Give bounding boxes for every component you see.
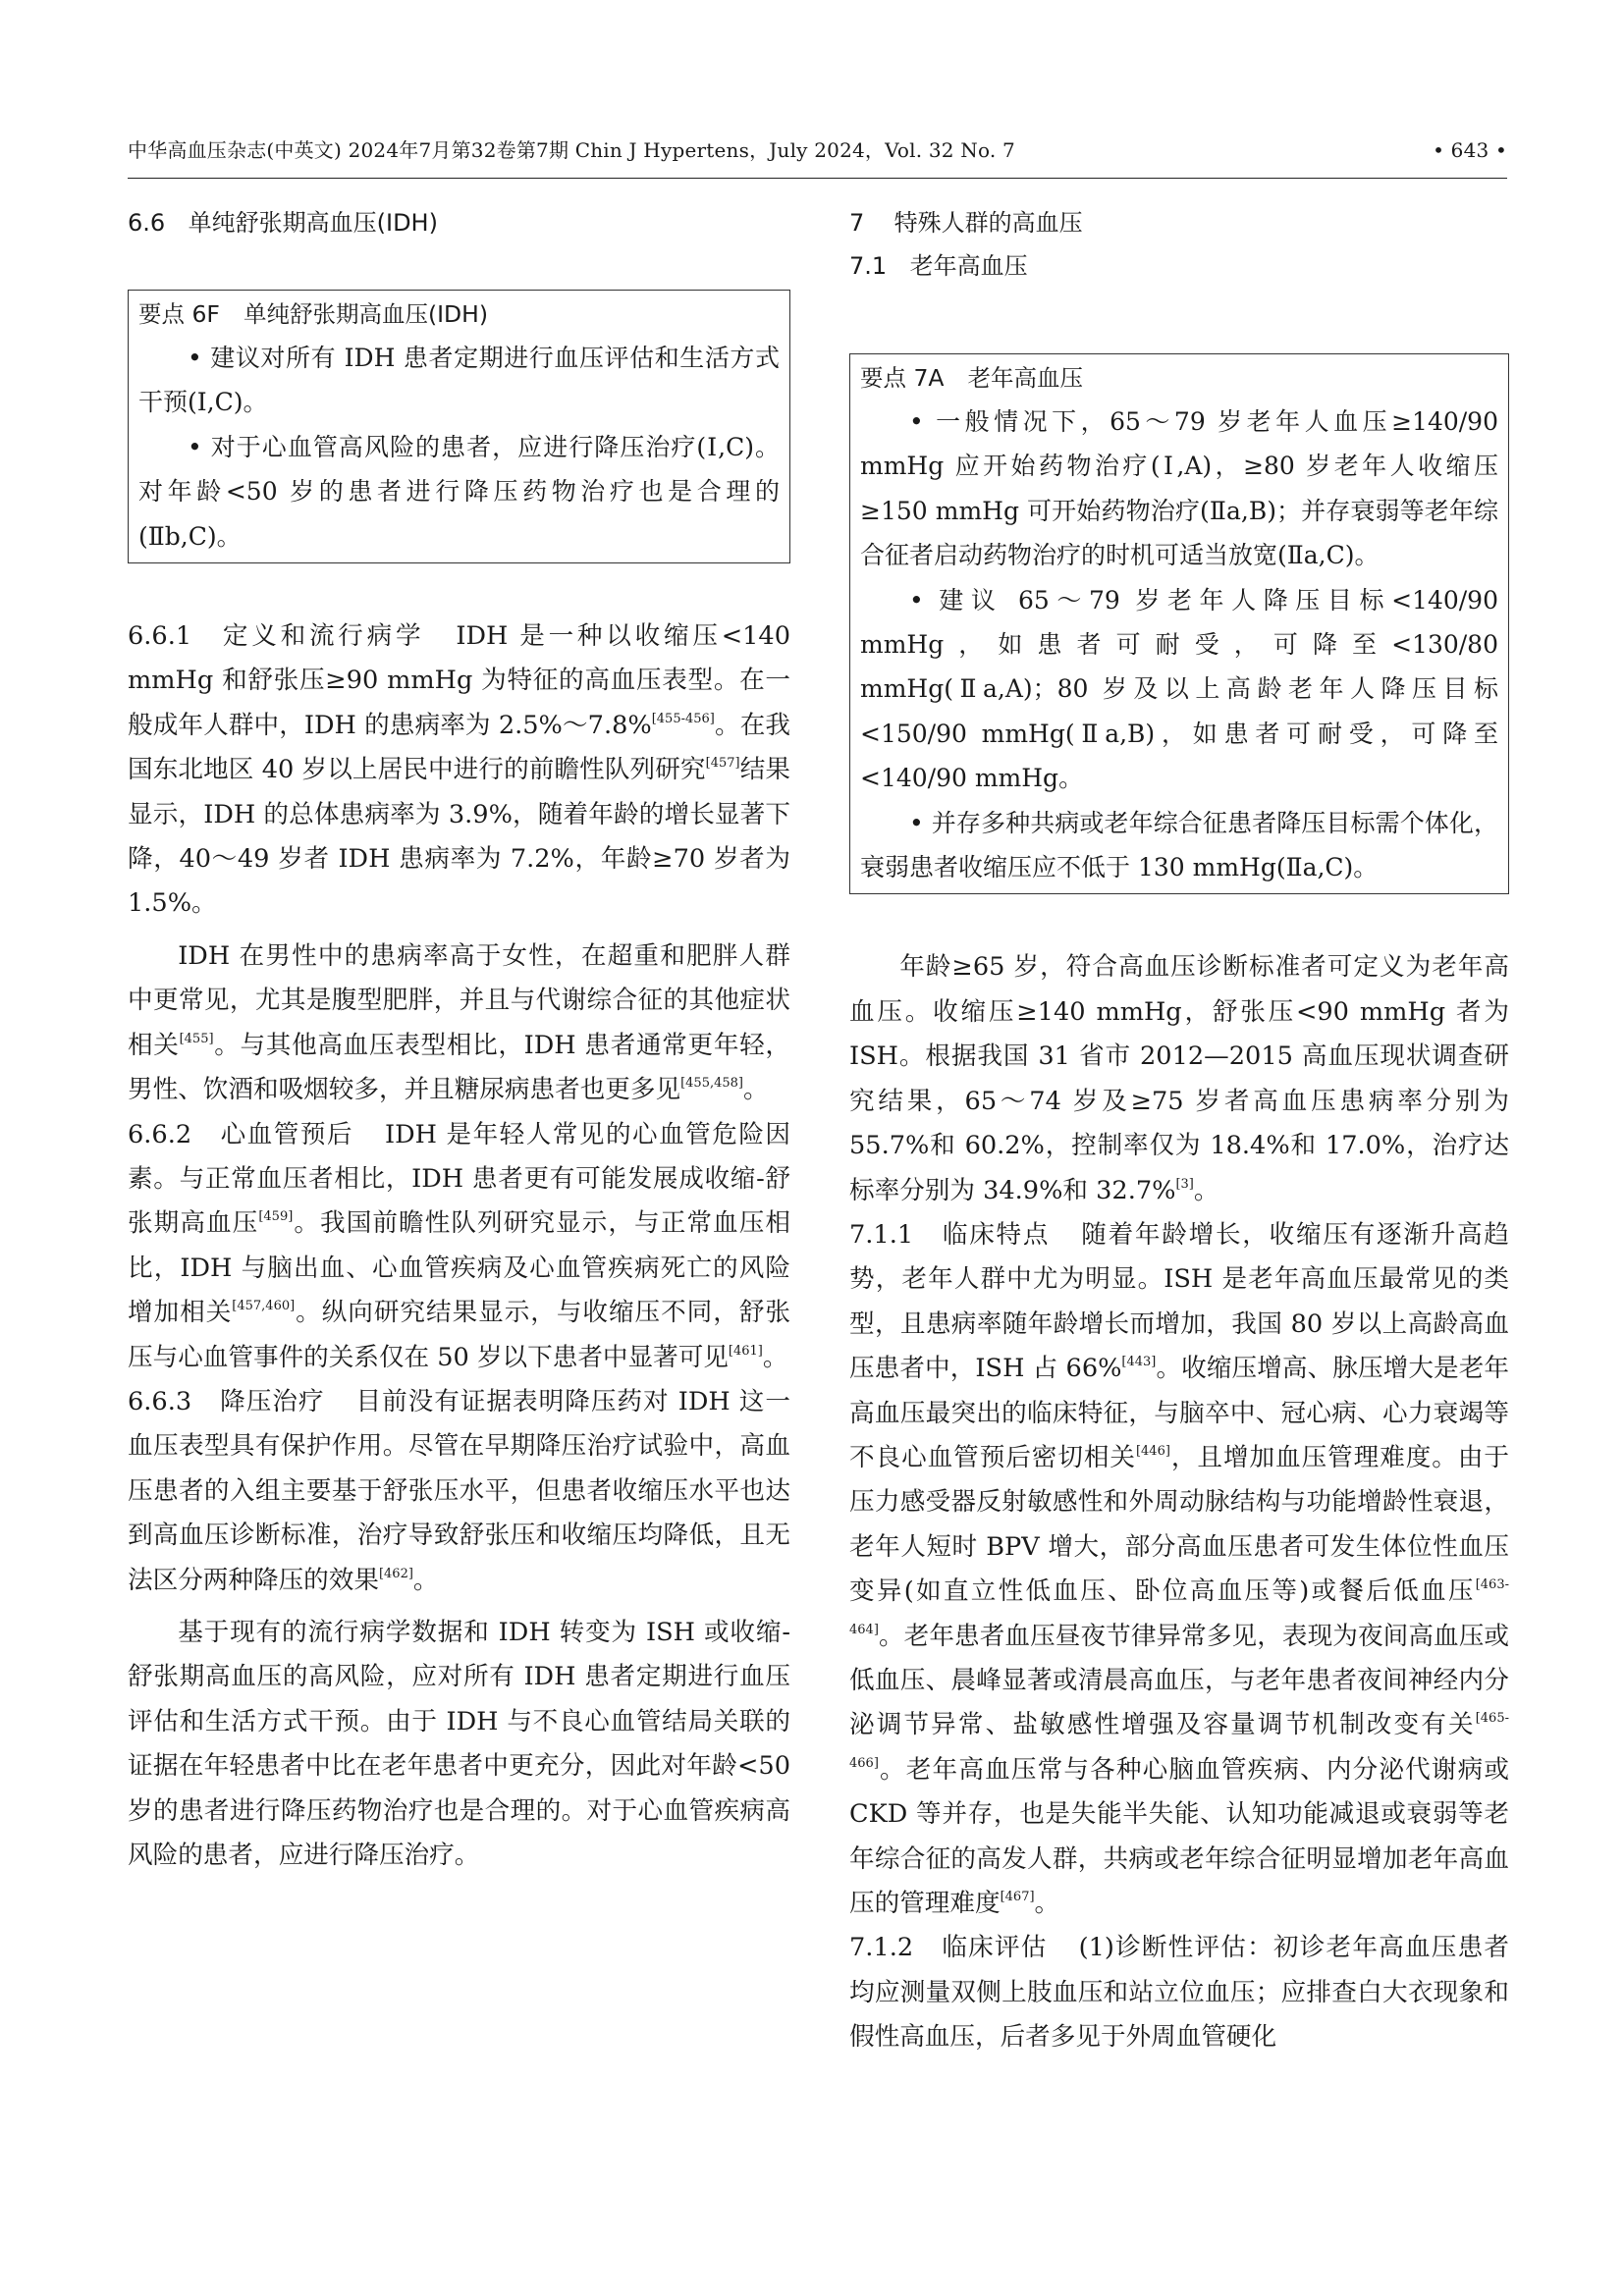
running-header [128,131,1507,170]
subsection-number: 6.6.2 [128,1119,192,1149]
text-run: 。 [762,1342,788,1372]
paragraph [849,945,1509,1212]
key-point-item: • 对于心血管高风险的患者，应进行降压治疗(Ⅰ,C)。对年龄<50 岁的患者进行降压药物治疗也是合理的(Ⅱb,C)。 [138,432,780,551]
text-run: 。 [1034,1889,1060,1918]
citation: [457,460] [232,1299,296,1314]
paragraph-6-6-1 [128,614,790,927]
key-point-box-7a [849,353,1509,894]
section-title: 单纯舒张期高血压(IDH) [188,209,438,237]
key-point-item: • 建议对所有 IDH 患者定期进行血压评估和生活方式干预(Ⅰ,C)。 [138,344,780,417]
text-run: 结果显示，IDH 的总体患病率为 3.9%，随着年龄的增长显著下降，40～49 岁者 IDH 患病率为 7.2%，年龄≥70 岁者为 1.5%。 [128,755,790,919]
citation: [462] [378,1566,413,1581]
text-run: 年龄≥65 岁，符合高血压诊断标准者可定义为老年高血压。收缩压≥140 mmHg，舒张压<90 mmHg 者为 ISH。根据我国 31 省市 2012—2015 高血压现状调查研究结果，65～74 岁及≥75 岁者高血压患病率分别为 55.7%和 60.2%，控制率仅为 18.4%和 17.0%，治疗达标率分别为 34.9%和 32.7% [849,952,1509,1205]
key-point-label: 要点 7A [860,364,945,392]
subsection-title: 降压治疗 [219,1386,325,1416]
citation: [467] [1000,1890,1035,1904]
key-point-title [860,356,1498,400]
citation: [455] [179,1031,214,1046]
citation: [455-456] [651,711,715,726]
key-point-item: • 并存多种共病或老年综合征患者降压目标需个体化，衰弱患者收缩压应不低于 130 mmHg(Ⅱa,C)。 [860,808,1498,882]
section-number: 7 [849,209,865,237]
subsection-title: 临床特点 [941,1219,1051,1250]
subsection-title: 定义和流行病学 [219,621,425,652]
right-column [849,201,1509,2060]
text-run: 。在我国东北地区 40 岁以上居民中进行的前瞻性队列研究 [128,710,790,785]
text-run: 随着年龄增长，收缩压有逐渐升高趋势，老年人群中尤为明显。ISH 是老年高血压最常见的类型，且患病率随年龄增长而增加，我国 80 岁以上高龄高血压患者中，ISH 占 66% [849,1219,1509,1384]
journal-citation: 中华高血压杂志(中英文) 2024年7月第32卷第7期 Chin J Hypertens，July 2024，Vol. 32 No. 7 [128,138,1015,162]
citation: [459] [258,1209,294,1225]
left-column [128,201,790,1878]
text-run: IDH 是年轻人常见的心血管危险因素。与正常血压者相比，IDH 患者更有可能发展成收缩-舒张期高血压 [128,1119,790,1239]
citation: [455,458] [680,1076,743,1092]
subsection-title: 临床评估 [941,1933,1048,1963]
text-run: 目前没有证据表明降压药对 IDH 这一血压表型具有保护作用。尽管在早期降压治疗试验中，高血压患者的入组主要基于舒张压水平，但患者收缩压水平也达到高血压诊断标准，治疗导致舒张压和收缩压均降低，且无法区分两种降压的效果 [128,1386,790,1595]
text-run: 。老年高血压常与各种心脑血管疾病、内分泌代谢病或 CKD 等并存，也是失能半失能、认知功能减退或衰弱等老年综合征的高发人群，共病或老年综合征明显增加老年高血压的管理难度 [849,1754,1509,1918]
text-run: ，且增加血压管理难度。由于压力感受器反射敏感性和外周动脉结构与功能增龄性衰退，老年人短时 BPV 增大，部分高血压患者可发生体位性血压变异(如直立性低血压、卧位高血压等)或餐后低血压 [849,1442,1509,1607]
subsection-number: 6.6.1 [128,621,192,652]
key-point-box-6f [128,290,790,563]
text-run: 。收缩压增高、脉压增大是老年高血压最突出的临床特征，与脑卒中、冠心病、心力衰竭等不良心血管预后密切相关 [849,1354,1509,1472]
subsection-number: 6.6.3 [128,1386,192,1416]
key-point-label: 要点 6F [138,300,220,328]
paragraph: 基于现有的流行病学数据和 IDH 转变为 ISH 或收缩-舒张期高血压的高风险，应对所有 IDH 患者定期进行血压评估和生活方式干预。由于 IDH 与不良心血管结局关联的证据在年轻患者中比在老年患者中更充分，因此对年龄<50 岁的患者进行降压药物治疗也是合理的。对于心血管疾病高风险的患者，应进行降压治疗。 [128,1617,790,1870]
citation: [465-466] [849,1711,1509,1771]
citation: [461] [728,1343,763,1359]
subsection-number: 7.1.2 [849,1933,914,1963]
paragraph-6-6-2 [128,1113,790,1380]
section-title: 特殊人群的高血压 [893,209,1083,237]
citation: [3] [1175,1176,1194,1192]
text-run: 。纵向研究结果显示，与收缩压不同，舒张压与心血管事件的关系仅在 50 岁以下患者中显著可见 [128,1298,790,1372]
section-heading-6-6 [128,201,790,244]
citation: [457] [705,756,740,772]
key-point-title [138,293,780,336]
key-point-heading: 老年高血压 [967,364,1083,392]
section-title: 老年高血压 [909,252,1028,280]
text-run: 。与其他高血压表型相比，IDH 患者通常更年轻，男性、饮酒和吸烟较多，并且糖尿病患者也更多见 [128,1030,790,1105]
paragraph [128,934,790,1113]
text-run: 。老年患者血压昼夜节律异常多见，表现为夜间高血压或低血压、晨峰显著或清晨高血压，与老年患者夜间神经内分泌调节异常、盐敏感性增强及容量调节机制改变有关 [849,1621,1509,1740]
text-run: 。 [1193,1175,1219,1205]
citation: [463-464] [849,1577,1509,1637]
citation: [443] [1121,1355,1157,1370]
paragraph-7-1-1 [849,1213,1509,1927]
key-point-item: • 建议 65～79 岁老年人降压目标<140/90 mmHg，如患者可耐受，可降至<130/80 mmHg(Ⅱa,A)；80 岁及以上高龄老年人降压目标<150/90 mmHg(Ⅱa,B)，如患者可耐受，可降至<140/90 mmHg。 [860,585,1498,793]
section-heading-7 [849,201,1509,244]
paragraph-6-6-3 [128,1380,790,1603]
section-number: 6.6 [128,209,166,237]
text-run: 。 [742,1075,769,1105]
header-rule [128,178,1507,179]
text-run: IDH 是一种以收缩压<140 mmHg 和舒张压≥90 mmHg 为特征的高血压表型。在一般成年人群中，IDH 的患病率为 2.5%～7.8% [128,621,790,740]
citation: [446] [1135,1443,1170,1459]
section-heading-7-1 [849,244,1509,288]
key-point-item: • 一般情况下，65～79 岁老年人血压≥140/90 mmHg 应开始药物治疗(Ⅰ,A)，≥80 岁老年人收缩压≥150 mmHg 可开始药物治疗(Ⅱa,B)；并存衰弱等老年综合征者启动药物治疗的时机可适当放宽(Ⅱa,C)。 [860,407,1498,570]
text-run: 。 [412,1565,439,1595]
text-run: (1)诊断性评估：初诊老年高血压患者均应测量双侧上肢血压和站立位血压；应排查白大衣现象和假性高血压，后者多见于外周血管硬化 [849,1933,1509,2053]
text-run: 。我国前瞻性队列研究显示，与正常血压相比，IDH 与脑出血、心血管疾病及心血管疾病死亡的风险增加相关 [128,1208,790,1328]
subsection-title: 心血管预后 [219,1119,353,1149]
text-run: IDH 在男性中的患病率高于女性，在超重和肥胖人群中更常见，尤其是腹型肥胖，并且与代谢综合征的其他症状相关 [128,940,790,1060]
key-point-heading: 单纯舒张期高血压(IDH) [243,300,488,328]
page-number: • 643 • [1433,138,1507,162]
paragraph-7-1-2 [849,1926,1509,2059]
subsection-number: 7.1.1 [849,1219,914,1250]
section-number: 7.1 [849,252,888,280]
